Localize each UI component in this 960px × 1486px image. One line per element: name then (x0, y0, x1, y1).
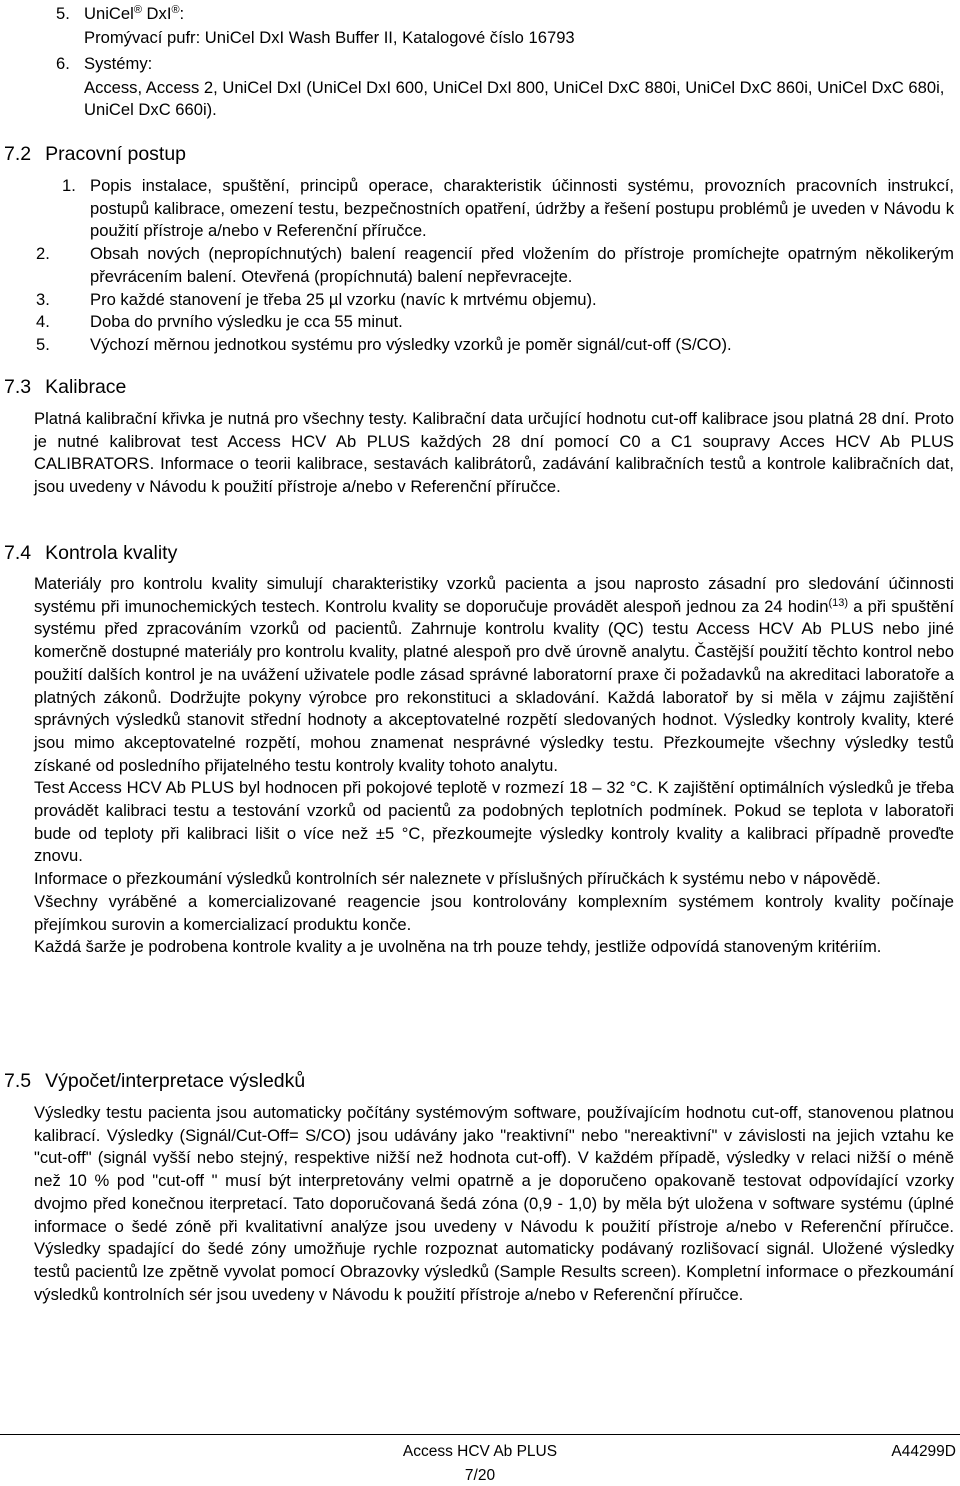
list-item (36, 334, 954, 357)
section-number: 7.2 (4, 143, 32, 165)
calibration-paragraph: Platná kalibrační křivka je nutná pro všechny testy. Kalibrační data určující hodnotu cut-off kalibrace jsou platná 28 dní. Proto je nutné kalibrovat test Access HCV Ab PLUS každých 28 dní pomocí C0 a C1 soupravy Acces HCV Ab PLUS CALIBRATORS. Informace o teorii kalibrace, sestavách kalibrátorů, zadávání kalibračních testů a kontrole kalibračních dat, jsou uvedeny v Návodu k použití přístroje a/nebo v Referenční příručce. (34, 409, 954, 497)
qc-paragraph-3: Informace o přezkoumání výsledků kontrolních sér naleznete v příslušných příručkách k systému nebo v nápovědě. (34, 869, 881, 889)
section-title: Kalibrace (45, 376, 127, 398)
item-title: Systémy: (84, 54, 153, 73)
footer-document-code: A44299D (891, 1443, 956, 1460)
item-text: Access, Access 2, UniCel DxI (UniCel DxI 600, UniCel DxI 800, UniCel DxC 880i, UniCel DxC 860i, UniCel DxC 680i, UniCel DxC 660i). (84, 77, 945, 120)
reference-superscript: (13) (828, 596, 848, 609)
section-number: 7.4 (4, 542, 32, 564)
section-heading-7-5 (4, 1069, 305, 1093)
qc-paragraph-4: Všechny vyráběné a komercializované reagencie jsou kontrolovány komplexním systémem kontroly kvality počínaje přejímkou surovin a komercializací produktu konče. (34, 891, 954, 934)
list-item (62, 175, 954, 243)
list-number: 1. (62, 176, 76, 195)
section-number: 7.5 (4, 1070, 32, 1092)
list-text: Popis instalace, spuštění, principů operace, charakteristik účinnosti systému, provozních pracovních instrukcí, postupů kalibrace, omezení testu, bezpečnostních opatření, údržby a řešení postupu problémů je uveden v Návodu k použití přístroje a/nebo v Referenční příručce. (90, 176, 954, 241)
list-number: 5. (36, 334, 50, 354)
list-item (36, 311, 954, 334)
list-text: Výchozí měrnou jednotkou systému pro výsledky vzorků je poměr signál/cut-off (S/CO). (90, 334, 732, 354)
footer-product: Access HCV Ab PLUS (402, 1443, 558, 1460)
qc-paragraph-5: Každá šarže je podrobena kontrole kvality a je uvolněna na trh pouze tehdy, jestliže odpovídá stanoveným kritériím. (34, 937, 882, 957)
section-heading-7-4 (4, 541, 177, 565)
list-item-5 (56, 3, 956, 49)
list-number: 2. (36, 244, 50, 264)
item-title: UniCel® DxI®: (84, 4, 185, 23)
quality-control-body (34, 573, 954, 959)
list-number: 4. (36, 312, 50, 332)
section-title: Kontrola kvality (45, 542, 178, 564)
page-number: 7/20 (464, 1467, 496, 1484)
qc-paragraph-2: Test Access HCV Ab PLUS byl hodnocen při pokojové teplotě v rozmezí 18 – 32 °C. K zajištění optimálních výsledků je třeba provádět kalibraci testu a testování vzorků od pacientů za podobných teplotních podmínek. Pokud se teplota v laboratoři bude od teploty při kalibraci lišit o více než ±5 °C, přezkoumejte výsledky kontroly kvality a kalibraci případně proveďte znovu. (34, 778, 954, 866)
list-item-6 (56, 53, 956, 122)
list-item (36, 289, 954, 312)
section-number: 7.3 (4, 376, 32, 398)
section-title: Výpočet/interpretace výsledků (45, 1070, 306, 1092)
section-heading-7-3 (4, 375, 126, 399)
list-item (36, 243, 954, 288)
interpretation-paragraph: Výsledky testu pacienta jsou automaticky počítány systémovým software, používajícím hodnotu cut-off, stanovenou platnou kalibrací. Výsledky (Signál/Cut-Off= S/CO) jsou udávány jako "reaktivní" nebo "nereaktivní" v závislosti na jejich vztahu ke "cut-off" (signál vyšší nebo stejný, respektive nižší než hodnota cut-off). V každém případě, výsledky v relaci nižší o méně než 10 % pod "cut-off " musí být interpretovány velmi opatrně a je doporučeno opakovaně testovat odpovídající vzorky dvojmo před konečnou iterpretací. Tato doporučovaná šedá zóna (0,9 - 1,0) by měla být uložena v software systému (úplné informace o šedé zóně při kvalitativní analýze jsou uvedeny v Návodu k použití přístroje a/nebo v Referenční příručce. Výsledky spadající do šedé zóny umožňuje rychle rozpoznat automaticky podávaný rozlišovací signál. Uložené výsledky testů pacientů lze zpětně vyvolat pomocí Obrazovky výsledků (Sample Results screen). Kompletní informace o přezkoumání výsledků kontrolních sér jsou uvedeny v Návodu k použití přístroje a/nebo v Referenční příručce. (34, 1103, 954, 1304)
list-text: Doba do prvního výsledku je cca 55 minut. (90, 312, 403, 332)
footer-rule (0, 1434, 960, 1435)
procedure-list (36, 175, 954, 357)
list-text: Pro každé stanovení je třeba 25 µl vzorku (navíc k mrtvému objemu). (90, 289, 597, 309)
list-text: Obsah nových (nepropíchnutých) balení reagencií před vložením do přístroje promíchejte opatrným několikerým převrácením balení. Otevřená (propíchnutá) balení nepřevracejte. (90, 244, 954, 286)
section-title: Pracovní postup (45, 143, 187, 165)
item-text: Promývací pufr: UniCel DxI Wash Buffer II, Katalogové číslo 16793 (84, 27, 575, 47)
footer-center (380, 1442, 580, 1486)
section-heading-7-2 (4, 142, 186, 166)
list-number: 5. (56, 4, 70, 23)
qc-paragraph-1: Materiály pro kontrolu kvality simulují charakteristiky vzorků pacienta a jsou naprosto zásadní pro sledování účinnosti systému při imunochemických testech. Kontrolu kvality se doporučuje provádět alespoň jednou za 24 hodin$^{(13)}$ a při spuštění systému před zpracováním vzorků od pacientů. Zahrnuje kontrolu kvality (QC) testu Access HCV Ab PLUS nebo jiné komerčně dostupné materiály pro kontrolu kvality, platné alespoň pro dvě úrovně analytu. Častější použití těchto kontrol nebo použití dalších kontrol je na uvážení uživatele podle zásad správné laboratorní praxe či požadavků na akreditaci laboratoře a platných zákonů. Dodržujte pokyny výrobce pro rekonstituci a skladování. Každá laboratoř by si měla v zájmu zajištění správných výsledků stanovit střední hodnoty a akceptovatelné rozpětí sledovaných hodnot. Výsledky kontroly kvality, které jsou mimo akceptovatelné rozpětí, mohou znamenat nesprávné výsledky testu. Přezkoumejte všechny výsledky testů získané od posledního přijatelného testu kontroly kvality tohoto analytu. (34, 574, 954, 775)
list-number: 3. (36, 289, 50, 309)
list-number: 6. (56, 54, 70, 73)
